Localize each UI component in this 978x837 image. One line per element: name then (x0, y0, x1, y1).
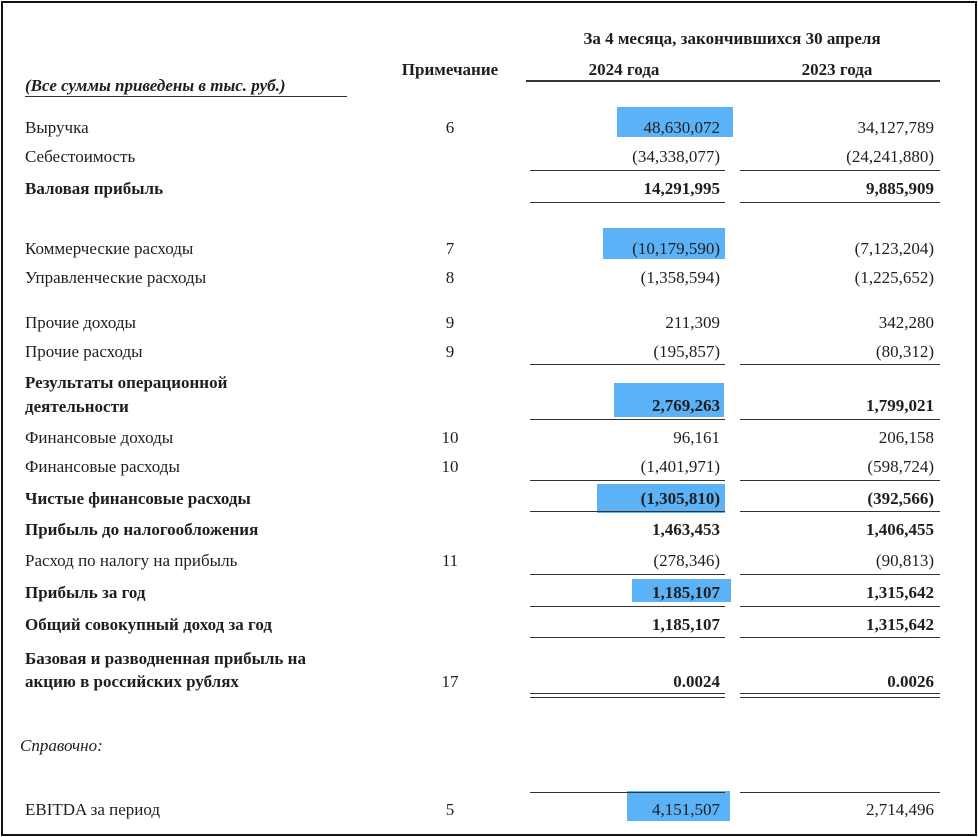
row-label-finance-income: Финансовые доходы (25, 428, 174, 447)
row-2023-ebitda: 2,714,496 (866, 800, 934, 819)
row-2023-other-expenses: (80,312) (875, 342, 934, 361)
row-label-eps-line1: Базовая и разводненная прибыль на (25, 649, 306, 668)
note-column-header: Примечание (401, 60, 499, 79)
row-note-income-tax: 11 (441, 551, 459, 570)
row-label-operating-result-line2: деятельности (25, 397, 129, 416)
row-2023-eps: 0.0026 (887, 672, 934, 691)
row-2024-other-expenses: (195,857) (653, 342, 720, 361)
rule-2024 (530, 511, 725, 512)
row-label-selling-expenses: Коммерческие расходы (25, 239, 194, 258)
row-2023-profit-for-year: 1,315,642 (866, 583, 934, 602)
row-2023-other-income: 342,280 (878, 313, 934, 332)
row-2023-net-finance: (392,566) (867, 489, 934, 508)
rule-2024 (530, 637, 725, 638)
row-note-other-expenses: 9 (445, 342, 455, 361)
row-2024-net-finance: (1,305,810) (640, 489, 720, 508)
rule-2024 (530, 792, 725, 793)
rule-2023 (740, 637, 940, 638)
row-2024-gross-profit: 14,291,995 (643, 179, 720, 198)
rule-2024 (530, 419, 725, 420)
rule-2023 (740, 480, 940, 481)
row-label-ebitda: EBITDA за период (25, 800, 161, 819)
units-note: (Все суммы приведены в тыс. руб.) (25, 76, 286, 95)
row-label-revenue: Выручка (25, 118, 89, 137)
row-note-admin-expenses: 8 (445, 268, 455, 287)
reference-heading: Справочно: (20, 736, 103, 755)
year-2023-header: 2023 года (801, 60, 873, 79)
rule-2024 (530, 480, 725, 481)
row-note-ebitda: 5 (445, 800, 455, 819)
row-label-finance-expenses: Финансовые расходы (25, 457, 180, 476)
row-2023-profit-before-tax: 1,406,455 (866, 520, 934, 539)
row-note-revenue: 6 (445, 118, 455, 137)
units-note-underline (25, 96, 347, 97)
double-rule-2023-top (740, 693, 940, 694)
row-2024-ebitda: 4,151,507 (652, 800, 720, 819)
rule-2023 (740, 364, 940, 365)
row-2024-cost-of-sales: (34,338,077) (632, 147, 720, 166)
row-note-eps: 17 (441, 672, 459, 691)
double-rule-2024-bottom (530, 697, 725, 698)
row-2024-profit-for-year: 1,185,107 (652, 583, 720, 602)
row-2024-operating-result: 2,769,263 (652, 396, 720, 415)
rule-2023 (740, 792, 940, 793)
header-rule (526, 80, 940, 82)
row-2023-operating-result: 1,799,021 (866, 396, 934, 415)
row-2024-eps: 0.0024 (673, 672, 720, 691)
row-label-other-income: Прочие доходы (25, 313, 136, 332)
row-label-operating-result-line1: Результаты операционной (25, 373, 228, 392)
rule-2023 (740, 202, 940, 203)
row-2023-cost-of-sales: (24,241,880) (846, 147, 934, 166)
rule-2024 (530, 202, 725, 203)
rule-2024 (530, 606, 725, 607)
period-heading: За 4 месяца, закончившихся 30 апреля (583, 29, 881, 48)
row-label-profit-before-tax: Прибыль до налогообложения (25, 520, 259, 539)
row-2024-admin-expenses: (1,358,594) (640, 268, 720, 287)
year-2024-header: 2024 года (588, 60, 660, 79)
rule-2023 (740, 574, 940, 575)
row-2023-finance-income: 206,158 (878, 428, 934, 447)
row-note-finance-income: 10 (441, 428, 459, 447)
double-rule-2024-top (530, 693, 725, 694)
row-label-profit-for-year: Прибыль за год (25, 583, 146, 602)
row-label-cost-of-sales: Себестоимость (25, 147, 136, 166)
rule-2024 (530, 170, 725, 171)
row-note-finance-expenses: 10 (441, 457, 459, 476)
row-note-other-income: 9 (445, 313, 455, 332)
row-2023-total-comprehensive-income: 1,315,642 (866, 615, 934, 634)
row-label-other-expenses: Прочие расходы (25, 342, 143, 361)
rule-2024 (530, 574, 725, 575)
row-2023-selling-expenses: (7,123,204) (854, 239, 934, 258)
row-2023-income-tax: (90,813) (875, 551, 934, 570)
rule-2023 (740, 170, 940, 171)
row-label-income-tax: Расход по налогу на прибыль (25, 551, 238, 570)
rule-2024 (530, 364, 725, 365)
row-label-total-comprehensive-income: Общий совокупный доход за год (25, 615, 272, 634)
rule-2023 (740, 419, 940, 420)
row-note-selling-expenses: 7 (445, 239, 455, 258)
rule-2023 (740, 511, 940, 512)
row-2024-finance-income: 96,161 (673, 428, 720, 447)
row-label-net-finance: Чистые финансовые расходы (25, 489, 251, 508)
row-2024-other-income: 211,309 (665, 313, 720, 332)
row-2024-profit-before-tax: 1,463,453 (652, 520, 720, 539)
row-2023-revenue: 34,127,789 (857, 118, 934, 137)
row-2024-finance-expenses: (1,401,971) (640, 457, 720, 476)
row-label-gross-profit: Валовая прибыль (25, 179, 164, 198)
row-2023-finance-expenses: (598,724) (867, 457, 934, 476)
row-2024-revenue: 48,630,072 (643, 118, 720, 137)
row-2024-selling-expenses: (10,179,590) (632, 239, 720, 258)
row-label-eps-line2: акцию в российских рублях (25, 672, 239, 691)
row-2023-admin-expenses: (1,225,652) (854, 268, 934, 287)
row-2024-total-comprehensive-income: 1,185,107 (652, 615, 720, 634)
row-2023-gross-profit: 9,885,909 (866, 179, 934, 198)
rule-2023 (740, 606, 940, 607)
row-label-admin-expenses: Управленческие расходы (25, 268, 207, 287)
row-2024-income-tax: (278,346) (653, 551, 720, 570)
double-rule-2023-bottom (740, 697, 940, 698)
